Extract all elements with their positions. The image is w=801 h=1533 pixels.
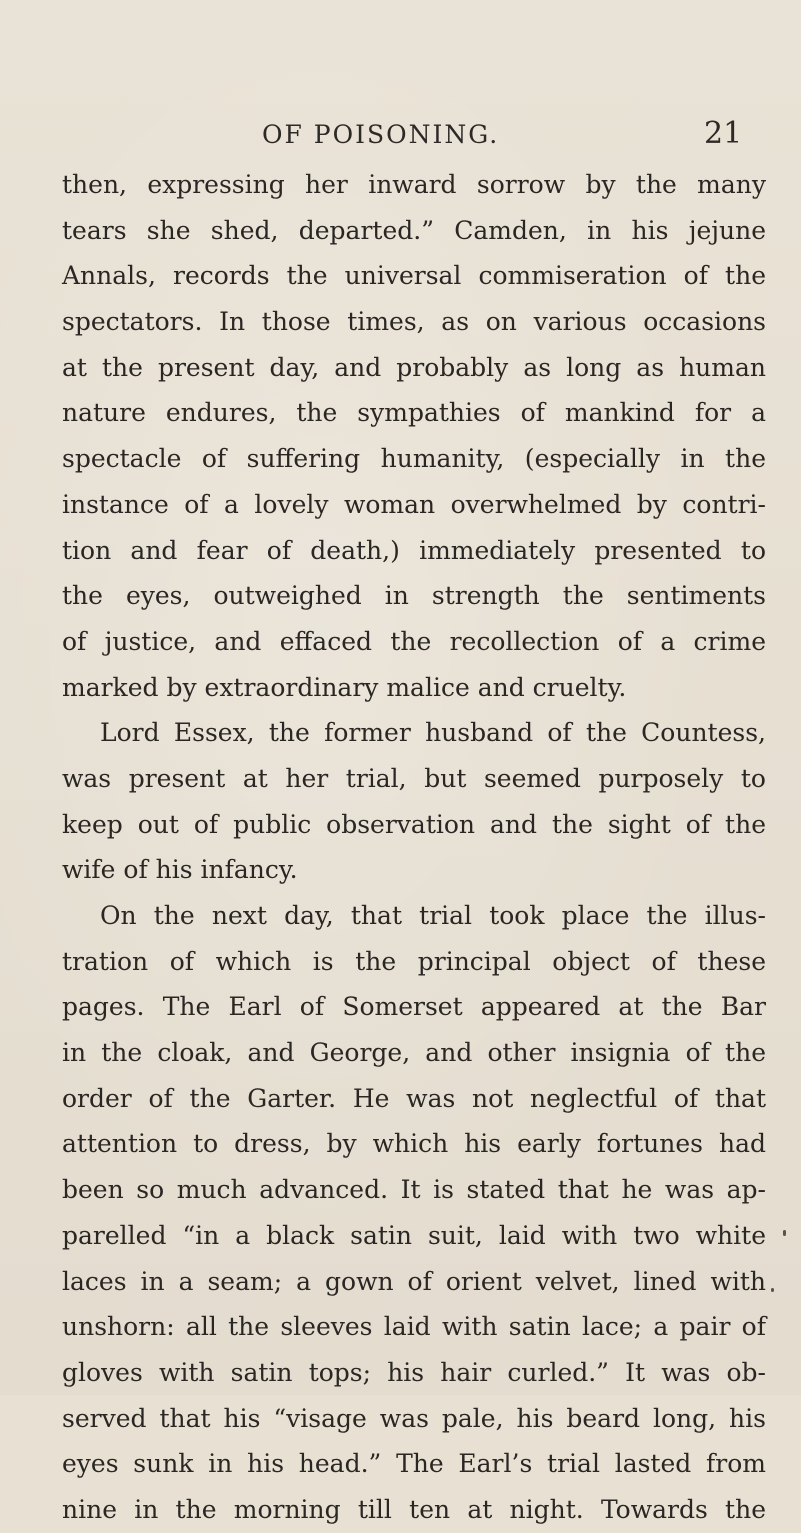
text-line: spectacle of suffering humanity, (especially in the xyxy=(62,444,766,474)
paper-speck xyxy=(771,1288,774,1292)
text-line: laces in a seam; a gown of orient velvet, lined with xyxy=(62,1266,766,1296)
text-line: Annals, records the universal commiseration of the xyxy=(62,261,766,291)
text-line: attention to dress, by which his early fortunes had xyxy=(62,1129,766,1159)
text-line: eyes sunk in his head.” The Earl’s trial lasted from xyxy=(62,1449,766,1479)
running-title: OF POISONING. xyxy=(262,120,500,149)
text-line: tration of which is the principal object of these xyxy=(62,946,766,976)
text-line: been so much advanced. It is stated that he was ap- xyxy=(62,1175,766,1205)
body-text xyxy=(62,162,766,1533)
text-line: instance of a lovely woman overwhelmed by contri- xyxy=(62,489,766,519)
text-line: spectators. In those times, as on various occasions xyxy=(62,307,766,337)
text-line: nature endures, the sympathies of mankind for a xyxy=(62,398,766,428)
text-line: order of the Garter. He was not neglectful of that xyxy=(62,1083,766,1113)
text-line: tion and fear of death,) immediately presented to xyxy=(62,535,766,565)
text-line: then, expressing her inward sorrow by the many xyxy=(62,170,766,199)
text-line: marked by extraordinary malice and cruelty. xyxy=(62,672,627,702)
text-line: served that his “visage was pale, his beard long, his xyxy=(62,1403,766,1433)
text-line: in the cloak, and George, and other insignia of the xyxy=(62,1038,766,1068)
text-line: On the next day, that trial took place the illus- xyxy=(100,901,766,930)
text-line: of justice, and effaced the recollection of a crime xyxy=(62,626,766,656)
text-line: gloves with satin tops; his hair curled.” It was ob- xyxy=(62,1357,766,1387)
text-line: was present at her trial, but seemed purposely to xyxy=(62,763,766,793)
text-line: the eyes, outweighed in strength the sentiments xyxy=(62,581,766,611)
text-line: tears she shed, departed.” Camden, in his jejune xyxy=(62,215,766,245)
text-line: pages. The Earl of Somerset appeared at the Bar xyxy=(62,992,766,1022)
text-line: at the present day, and probably as long as human xyxy=(62,352,766,382)
text-line: keep out of public observation and the sight of the xyxy=(62,809,766,839)
text-line: Lord Essex, the former husband of the Countess, xyxy=(100,718,766,748)
text-line: unshorn: all the sleeves laid with satin lace; a pair of xyxy=(62,1312,766,1342)
page-number: 21 xyxy=(704,116,743,151)
text-line: nine in the morning till ten at night. Towards the xyxy=(62,1494,766,1524)
text-line: parelled “in a black satin suit, laid with two white xyxy=(62,1220,766,1250)
running-head xyxy=(0,112,801,152)
text-line: wife of his infancy. xyxy=(62,855,298,885)
paper-speck xyxy=(783,1230,786,1236)
